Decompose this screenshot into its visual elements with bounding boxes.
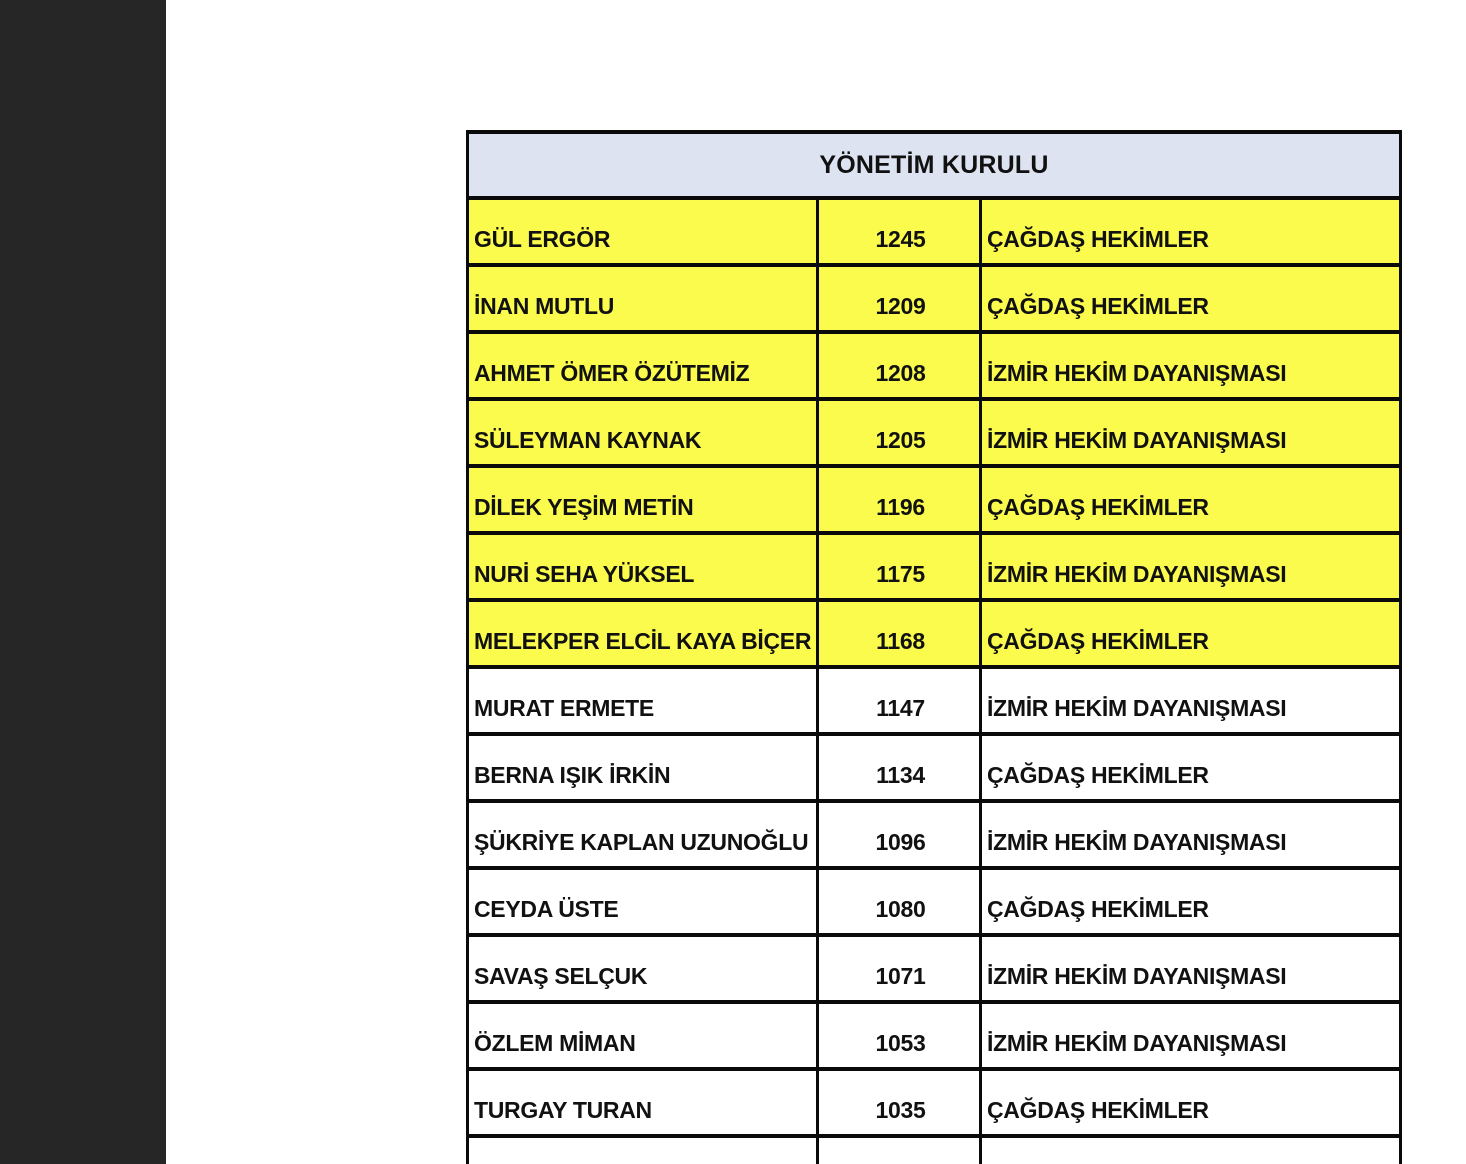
vote-count-cell: 1168 — [818, 600, 981, 667]
table-row — [468, 935, 1401, 1002]
vote-count-cell: 1147 — [818, 667, 981, 734]
member-name-cell: ÖZLEM MİMAN — [468, 1002, 818, 1069]
group-name-cell: İZMİR HEKİM DAYANIŞMASI — [981, 801, 1401, 868]
vote-count-cell: 1208 — [818, 332, 981, 399]
table-row — [468, 533, 1401, 600]
table-row — [468, 399, 1401, 466]
member-name-cell: ŞÜKRİYE KAPLAN UZUNOĞLU — [468, 801, 818, 868]
group-name-cell: İZMİR HEKİM DAYANIŞMASI — [981, 935, 1401, 1002]
group-name-cell — [981, 1136, 1401, 1164]
member-name-cell: MELEKPER ELCİL KAYA BİÇER — [468, 600, 818, 667]
group-name-cell: ÇAĞDAŞ HEKİMLER — [981, 466, 1401, 533]
table-row — [468, 265, 1401, 332]
member-name-cell — [468, 1136, 818, 1164]
member-name-cell: MURAT ERMETE — [468, 667, 818, 734]
member-name-cell: TURGAY TURAN — [468, 1069, 818, 1136]
table-row — [468, 1002, 1401, 1069]
group-name-cell: ÇAĞDAŞ HEKİMLER — [981, 1069, 1401, 1136]
vote-count-cell: 1035 — [818, 1069, 981, 1136]
vote-count-cell: 1053 — [818, 1002, 981, 1069]
group-name-cell: ÇAĞDAŞ HEKİMLER — [981, 198, 1401, 265]
viewer-dark-margin — [0, 0, 166, 1164]
member-name-cell: DİLEK YEŞİM METİN — [468, 466, 818, 533]
table-title: YÖNETİM KURULU — [468, 132, 1401, 198]
table-row — [468, 1136, 1401, 1164]
table-row — [468, 667, 1401, 734]
group-name-cell: ÇAĞDAŞ HEKİMLER — [981, 600, 1401, 667]
group-name-cell: ÇAĞDAŞ HEKİMLER — [981, 265, 1401, 332]
group-name-cell: İZMİR HEKİM DAYANIŞMASI — [981, 1002, 1401, 1069]
member-name-cell: BERNA IŞIK İRKİN — [468, 734, 818, 801]
member-name-cell: İNAN MUTLU — [468, 265, 818, 332]
vote-count-cell: 1245 — [818, 198, 981, 265]
vote-count-cell — [818, 1136, 981, 1164]
table-row — [468, 734, 1401, 801]
vote-count-cell: 1096 — [818, 801, 981, 868]
member-name-cell: CEYDA ÜSTE — [468, 868, 818, 935]
table-row — [468, 198, 1401, 265]
member-name-cell: GÜL ERGÖR — [468, 198, 818, 265]
member-name-cell: SAVAŞ SELÇUK — [468, 935, 818, 1002]
group-name-cell: İZMİR HEKİM DAYANIŞMASI — [981, 332, 1401, 399]
member-name-cell: NURİ SEHA YÜKSEL — [468, 533, 818, 600]
members-table-body — [468, 198, 1401, 1164]
table-row — [468, 1069, 1401, 1136]
vote-count-cell: 1080 — [818, 868, 981, 935]
table-row — [468, 600, 1401, 667]
table-row — [468, 868, 1401, 935]
table-row — [468, 332, 1401, 399]
table-row — [468, 801, 1401, 868]
group-name-cell: İZMİR HEKİM DAYANIŞMASI — [981, 399, 1401, 466]
group-name-cell: ÇAĞDAŞ HEKİMLER — [981, 734, 1401, 801]
group-name-cell: İZMİR HEKİM DAYANIŞMASI — [981, 667, 1401, 734]
group-name-cell: ÇAĞDAŞ HEKİMLER — [981, 868, 1401, 935]
vote-count-cell: 1209 — [818, 265, 981, 332]
document-page — [166, 0, 1466, 1164]
table-row — [468, 466, 1401, 533]
member-name-cell: AHMET ÖMER ÖZÜTEMİZ — [468, 332, 818, 399]
vote-count-cell: 1196 — [818, 466, 981, 533]
member-name-cell: SÜLEYMAN KAYNAK — [468, 399, 818, 466]
vote-count-cell: 1175 — [818, 533, 981, 600]
group-name-cell: İZMİR HEKİM DAYANIŞMASI — [981, 533, 1401, 600]
vote-count-cell: 1071 — [818, 935, 981, 1002]
yonetim-kurulu-table — [466, 130, 1402, 1164]
vote-count-cell: 1134 — [818, 734, 981, 801]
table-title-row — [468, 132, 1401, 198]
vote-count-cell: 1205 — [818, 399, 981, 466]
